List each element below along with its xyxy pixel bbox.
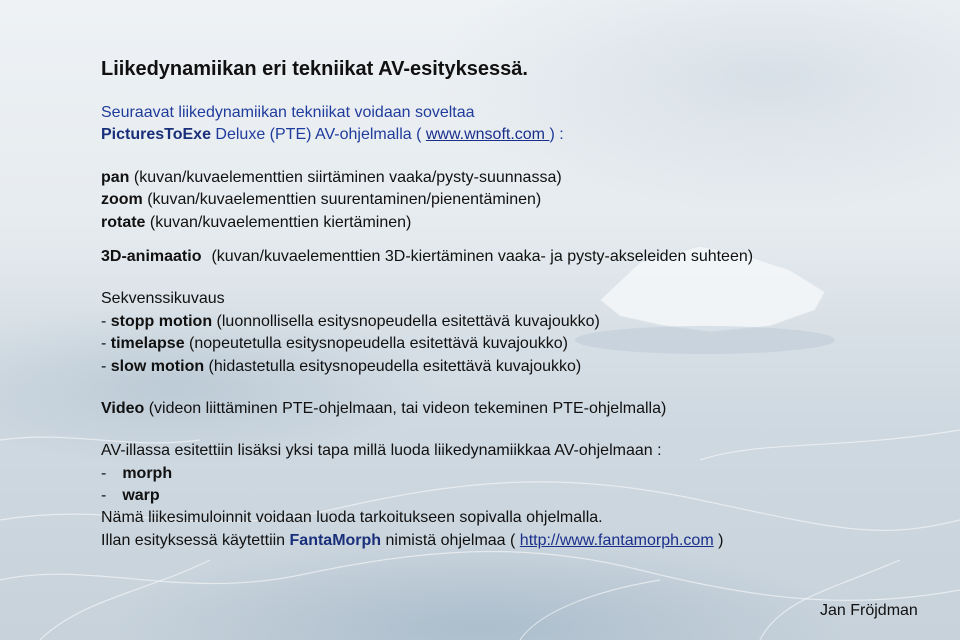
technique-rotate: rotate (kuvan/kuvaelementtien kiertäminen) (101, 213, 412, 231)
sequence-stopp-motion: - stopp motion (luonnollisella esitysnopeudella esitettävä kuvajoukko) (101, 312, 600, 330)
intro-line-2 (101, 124, 901, 146)
video-line: Video (videon liittäminen PTE-ohjelmaan, tai videon tekeminen PTE-ohjelmalla) (101, 399, 667, 417)
sequence-slow-motion: - slow motion (hidastetulla esitysnopeudella esitettävä kuvajoukko) (101, 357, 582, 375)
sequence-timelapse: - timelapse (nopeutetulla esitysnopeudella esitettävä kuvajoukko) (101, 335, 568, 353)
extra-line-1: AV-illassa esitettiin lisäksi yksi tapa millä luoda liikedynamiikkaa AV-ohjelmaan : (101, 442, 662, 460)
extra-warp: - warp (101, 487, 160, 505)
extra-line-2: Nämä liikesimuloinnit voidaan luoda tarkoitukseen sopivalla ohjelmalla. (101, 509, 603, 527)
fantamorph-brand: FantaMorph (289, 531, 382, 549)
extra-morph: - morph (101, 464, 173, 482)
intro-line-1: Seuraavat liikedynamiikan tekniikat voidaan soveltaa (101, 104, 475, 121)
intro-text: Deluxe (PTE) AV-ohjelmalla ( (210, 126, 426, 144)
fantamorph-link[interactable]: http://www.fantamorph.com (519, 531, 714, 549)
author-signature: Jan Fröjdman (820, 602, 918, 619)
slide-title: Liikedynamiikan eri tekniikat AV-esityksessä. (101, 58, 528, 80)
technique-pan: pan (kuvan/kuvaelementtien siirtäminen vaaka/pysty-suunnassa) (101, 168, 562, 186)
technique-zoom: zoom (kuvan/kuvaelementtien suurentaminen/pienentäminen) (101, 191, 542, 209)
intro-end: ) : (549, 126, 564, 144)
product-name: PicturesToExe (101, 126, 211, 144)
extra-line-3: Illan esityksessä käytettiin FantaMorph nimistä ohjelmaa ( http://www.fantamorph.com ) (101, 531, 724, 549)
technique-3d-animation: 3D-animaatio (kuvan/kuvaelementtien 3D-kiertäminen vaaka- ja pysty-akseleiden suhteen) (101, 247, 754, 265)
slide-content (101, 56, 901, 552)
wnsoft-link[interactable]: www.wnsoft.com (425, 126, 550, 144)
sequence-heading: Sekvenssikuvaus (101, 290, 225, 308)
